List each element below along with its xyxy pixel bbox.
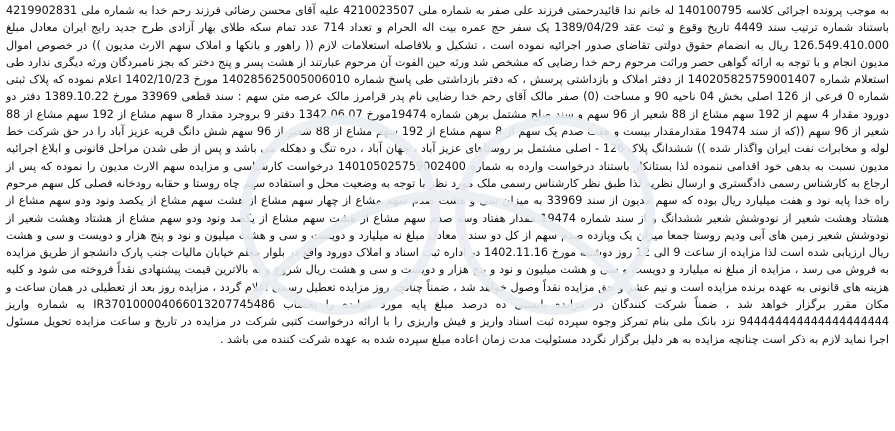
auction-notice-text: به موجب پرونده اجرائی کلاسه 140100795 له خانم ندا قائیدرحمتی فرزند علی صفر به شماره ملی 4210023507 علیه آقای محسن رضائی فرزند رحم خدا به شماره ملی 4219902831 باستناد شماره ترتیب سند 4449 تاریخ وقوع و ثبت عقد 1389/04/29 یک سفر حج عمره بیت اله الحرام و تعداد 714 عدد تمام سکه طلای بهار آزادی طرح جدید رایج ایران معادل مبلغ 126.549.410.000 ریال به انضمام حقوق دولتی تقاضای صدور اجرائیه نموده است ، تشکیل و بلافاصله استعلامات لازم (( راهور و بانکها و املاک سهم الارث مدیون )) در خصوص اموال مدیون انجام و با توجه به ارائه گواهی حصر وراثت مرحوم رحم خدا رضایی که مشخص شد ورثه حین الفوت آن مرحوم عبارتند از هشت پسر و پنج دختر که بجز نامبردگان ورثه دیگری ندارد طی استعلام شماره 140205825759001407 از دفتر املاک و بازداشتی پرسش ، که دفتر بازداشتی طی پاسخ شماره 140285625005006010 مورخ 1402/10/23 اعلام نموده که پلاک ثبتی شماره 0 فرعی از 126 اصلی بخش 04 ناحیه 90 و مساحت (0) صفر مالک آقای رحم خدا رضایی نام پدر قرامرز مالک عرصه متن سهم : سند قطعی 33969 مورخ 1389.10.22 دفتر دو دورود مقدار 4 سهم از 192 سهم مشاع از 88 شعیر از 96 سهم و سند صلح مشتمل برهن شماره 19474مورخ 1342.06.07 دفتر 9 بروجرد مقدار 8 سهم مشاع از 192 سهم مشاع از 88 شعیر از 96 سهم ((که از سند 19474 مقدارمقدار بیست و هفت صدم یک سهم از 8 سهم مشاع از 192 سهم مشاع از 88 شعیر از 96 سهم شش دانگ قریه عزیز آباد را در حق شرکت خط لوله و مخابرات نفت ایران واگذار شده )) ششدانگ پلاک 126 - اصلی مشتمل بر روستاهای عزیز آباد ، جهان آباد ، دره تنگ و دهکله می باشد و پس از طی شدن مراحل قانونی و ابلاغ اجرائیه مدیون نسبت به بدهی خود اقدامی ننموده لذا بستانکار باستناد درخواست وارده به شماره 140105025759002400 درخواست کارشناسی و مزایده سهم الارث مدیون را نموده که پس از ارجاع به کارشناس رسمی دادگستری و ارسال نظریه لذا طبق نظر کارشناس رسمی ملک مورد نظر با توجه به وضعیت محل و استفاده سهم چاه روستا و حقابه رودخانه فصلی کل سهم مرحوم راه خدا پایه نود و هفت میلیارد ریال بوده که سهم مدیون از سند 33969 به میزان سی و هشت صدم سهم مشاع از چهار سهم مشاع از هشت سهم مشاع از یکصد ونود ودو سهم مشاع از هشتاد وهشت شعیر از نودوشش شعیر ششدانگ و از سند شماره 19474 مقدار هفتاد وسه صدم سهم مشاع از هشت سهم مشاع از یکصد ونود ودو سهم مشاع از هشتاد وهشت شعیر از نودوشش شعیر زمین های آبی ودیم روستا جمعا میزان یک وپازده صدم سهم از کل دو سند ، معادل مبلغ نه میلیارد و دویست و سی و هشت میلیون و نود و پنج هزار و دویست و سی و هشت ریال ارزیابی شده است لذا مزایده از ساعت 9 الی 12 روز دوشنبه مورخ 1402.11.16 در اداره ثبت اسناد و املاک دورود واقع در بلوار معلم خیابان مالیات جنب پارک دانشجو از طریق مزایده به فروش می رسد ، مزایده از مبلغ نه میلیارد و دویست و سی و هشت میلیون و نود و پنج هزار و دویست و سی و هشت ریال شروع و به بالاترین قیمت پیشنهادی نقداً فروخته می شود و کلیه هزینه های قانونی به عهده برنده مزایده است و نیم عشر و حق مزایده نقداً وصول خواهد شد ، ضمناً چنانچه روز مزایده تعطیل رسمی اعلام گردد ، مزایده روز بعد از تعطیلی در همان ساعت و مکان مقرر برگزار خواهد شد ، ضمناً شرکت کنندگان در مزایده بایستی ده درصد مبلغ پایه مورد مزایده را بحساب IR370100004066013207745486 به شماره واریز 944444444444444444444 نزد بانک ملی بنام تمرکز وجوه سپرده ثبت اسناد واریز و فیش واریزی را با ارائه درخواست کتبی شرکت در مزایده در تاریخ و ساعت مزایده تحویل مسئول اجرا نماید لازم به ذکر است چنانچه مزایده به هر دلیل برگزار نگردد مسئولیت مدت زمان اعاده مبلغ سپرده شده به عهده شرکت کننده می باشد .: [6, 4, 890, 346]
